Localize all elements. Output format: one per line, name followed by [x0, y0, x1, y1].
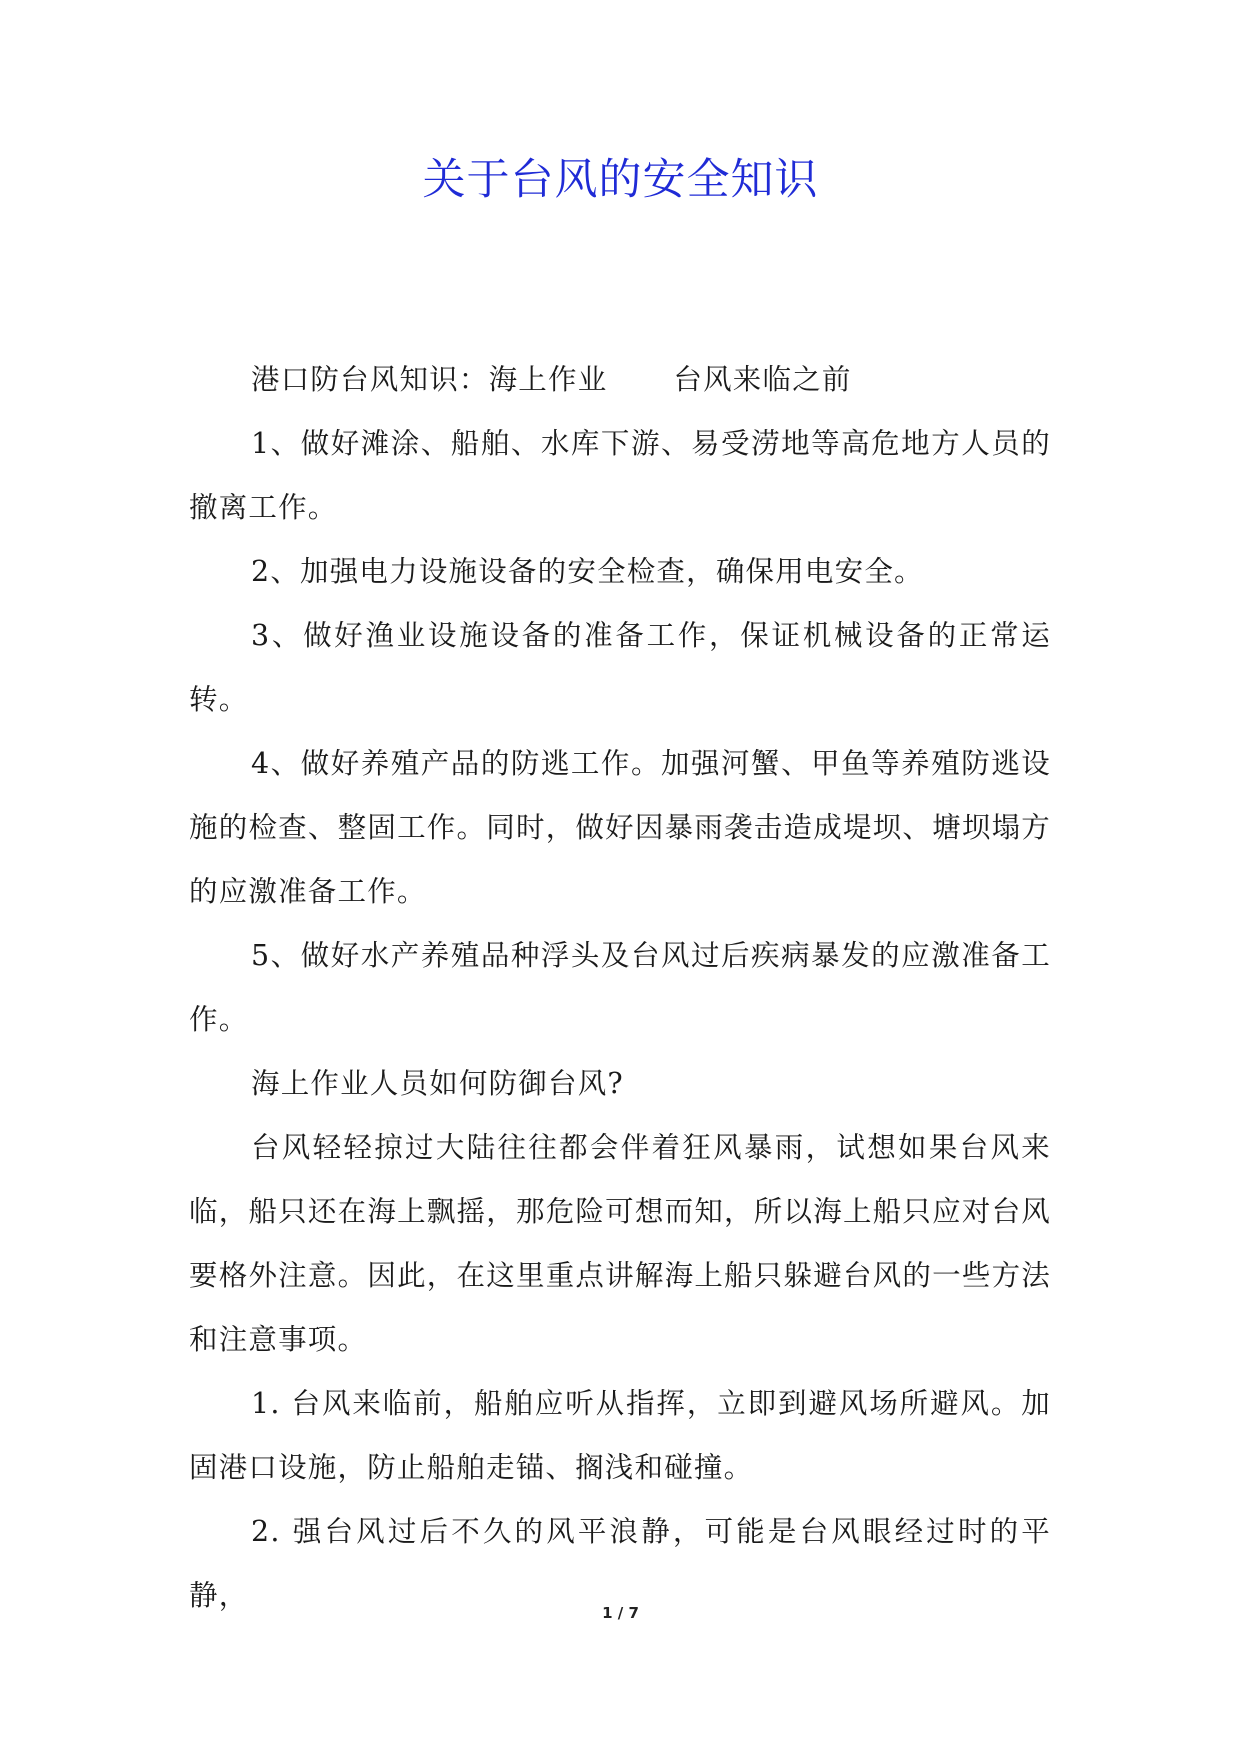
intro-part-1: 港口防台风知识：海上作业: [251, 363, 608, 396]
page-number: 1 / 7: [602, 1604, 639, 1622]
paragraph: 1、做好滩涂、船舶、水库下游、易受涝地等高危地方人员的撤离工作。: [189, 427, 1051, 524]
page-title: 关于台风的安全知识: [422, 155, 819, 205]
paragraph: 台风轻轻掠过大陆往往都会伴着狂风暴雨，试想如果台风来临，船只还在海上飘摇，那危险可想而知，所以海上船只应对台风要格外注意。因此，在这里重点讲解海上船只躲避台风的一些方法和注意事项。: [189, 1131, 1051, 1356]
paragraph: 4、做好养殖产品的防逃工作。加强河蟹、甲鱼等养殖防逃设施的检查、整固工作。同时，做好因暴雨袭击造成堤坝、塘坝塌方的应激准备工作。: [189, 747, 1051, 908]
paragraph: 1. 台风来临前，船舶应听从指挥，立即到避风场所避风。加固港口设施，防止船舶走锚、搁浅和碰撞。: [189, 1387, 1051, 1484]
paragraph: 3、做好渔业设施设备的准备工作，保证机械设备的正常运转。: [189, 619, 1051, 716]
section-heading: 海上作业人员如何防御台风?: [251, 1067, 624, 1100]
intro-line: [189, 348, 1051, 412]
document-body: [189, 348, 1051, 1628]
paragraph: 2. 强台风过后不久的风平浪静，可能是台风眼经过时的平静，: [189, 1515, 1051, 1612]
intro-part-2: 台风来临之前: [673, 363, 852, 396]
paragraph: 5、做好水产养殖品种浮头及台风过后疾病暴发的应激准备工作。: [189, 939, 1051, 1036]
paragraph: 2、加强电力设施设备的安全检查，确保用电安全。: [251, 555, 924, 588]
